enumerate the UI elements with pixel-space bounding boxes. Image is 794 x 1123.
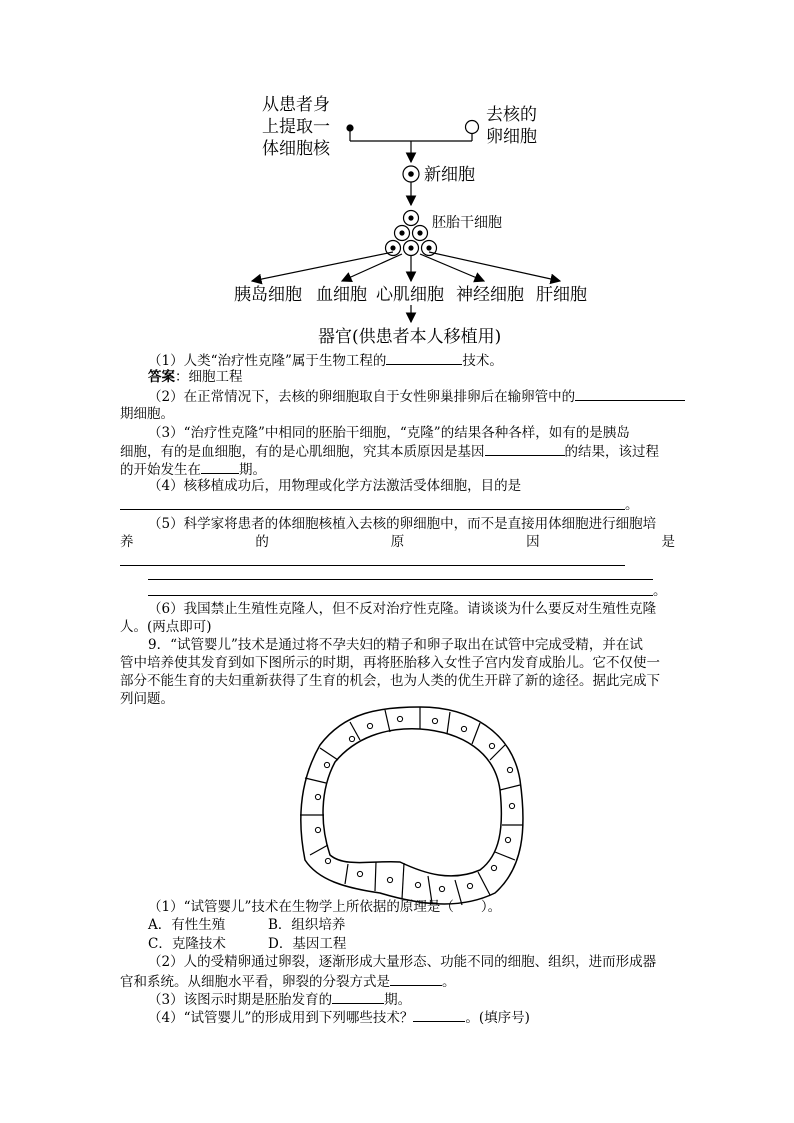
source-label-1: 从患者身 <box>262 95 330 115</box>
organ-label: 器官(供患者本人移植用) <box>318 327 502 347</box>
stem-cell-label: 胚胎干细胞 <box>432 215 502 231</box>
part-3: （3）该图示时期是胚胎发育的 期。 <box>148 992 412 1008</box>
question-3-line-1: （3）“治疗性克隆”中相同的胚胎干细胞，“克隆”的结果各种各样，如有的是胰岛 <box>148 425 630 441</box>
question-9-line-2: 管中培养使其发育到如下图所示的时期，再将胚胎移入女性子宫内发育成胎儿。它不仅使一 <box>120 655 660 671</box>
p2-blank[interactable] <box>390 972 442 986</box>
option-a[interactable]: A．有性生殖 <box>148 917 226 933</box>
question-6-line-2: 人。(两点即可) <box>120 619 212 635</box>
cell-type-liver: 肝细胞 <box>536 285 587 305</box>
question-2-line-1: （2）在正常情况下，去核的卵细胞取自于女性卵巢排卵后在输卵管中的 <box>148 387 685 406</box>
cell-type-islet: 胰岛细胞 <box>234 285 302 305</box>
q3-blank-2[interactable] <box>201 460 239 474</box>
question-3-line-3: 的开始发生在 期。 <box>120 462 266 478</box>
q5-end: 。 <box>653 583 667 599</box>
p4-blank[interactable] <box>413 1008 465 1022</box>
part-2-line-2: 官和系统。从细胞水平看，卵裂的分裂方式是 。 <box>120 974 456 990</box>
question-9-line-4: 列问题。 <box>120 691 174 707</box>
q5-answer-line-3[interactable] <box>148 595 653 596</box>
q3-blank-1[interactable] <box>485 442 565 456</box>
cell-type-cardiac: 心肌细胞 <box>376 285 444 305</box>
q1-blank[interactable] <box>386 351 462 365</box>
part-4: （4）“试管婴儿”的形成用到下列哪些技术？ 。(填序号) <box>148 1010 530 1026</box>
cell-type-blood: 血细胞 <box>316 285 367 305</box>
option-b[interactable]: B．组织培养 <box>268 917 346 933</box>
egg-label-1: 去核的 <box>486 105 537 125</box>
option-c[interactable]: C．克隆技术 <box>148 936 226 952</box>
q2-blank[interactable] <box>575 387 685 401</box>
question-4-line-1: （4）核移植成功后，用物理或化学方法激活受体细胞，目的是 <box>148 478 522 494</box>
q5-answer-line-2[interactable] <box>148 579 653 580</box>
question-9-line-3: 部分不能生育的夫妇重新获得了生育的机会，也为人类的优生开辟了新的途径。据此完成下 <box>120 673 660 689</box>
new-cell-label: 新细胞 <box>424 165 475 185</box>
q5-answer-line-1[interactable] <box>120 565 625 566</box>
question-5-line-2: 养 的 原 因 是 <box>120 534 675 550</box>
part-1-question: （1）“试管婴儿”技术在生物学上所依据的原理是（ ）。 <box>148 899 502 915</box>
source-label-3: 体细胞核 <box>262 139 330 159</box>
egg-cell-icon <box>466 121 479 134</box>
q4-answer-line[interactable] <box>120 509 625 510</box>
question-6-line-1: （6）我国禁止生殖性克隆人，但不反对治疗性克隆。请谈谈为什么要反对生殖性克隆 <box>148 601 657 617</box>
option-d[interactable]: D．基因工程 <box>268 936 347 952</box>
egg-label-2: 卵细胞 <box>486 127 537 147</box>
p3-blank[interactable] <box>332 990 384 1004</box>
cell-type-nerve: 神经细胞 <box>456 285 524 305</box>
q4-end: 。 <box>625 497 639 513</box>
question-5-line-1: （5）科学家将患者的体细胞核植入去核的卵细胞中，而不是直接用体细胞进行细胞培 <box>148 516 657 532</box>
part-2-line-1: （2）人的受精卵通过卵裂，逐渐形成大量形态、功能不同的细胞、组织，进而形成器 <box>148 954 657 970</box>
question-2-line-2: 期细胞。 <box>120 406 174 422</box>
question-9-line-1: 9．“试管婴儿”技术是通过将不孕夫妇的精子和卵子取出在试管中完成受精，并在试 <box>148 637 643 653</box>
blastocyst-diagram <box>300 707 523 905</box>
question-3-line-2: 细胞，有的是血细胞，有的是心肌细胞，究其本质原因是基因 的结果，该过程 <box>120 444 659 460</box>
answer-line: 答案：细胞工程 <box>148 369 243 385</box>
question-1: （1）人类“治疗性克隆”属于生物工程的 技术。 <box>148 353 503 369</box>
stem-cell-cluster-icon <box>386 211 437 256</box>
source-label-2: 上提取一 <box>262 117 330 137</box>
